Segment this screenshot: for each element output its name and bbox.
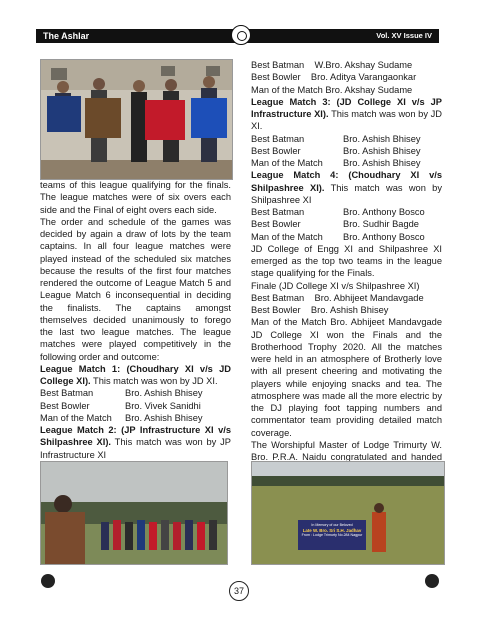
match4-award-row (251, 206, 442, 218)
match1-result (40, 363, 231, 388)
lodge-emblem-icon (231, 25, 251, 45)
award-value: Bro. Sudhir Bagde (343, 219, 419, 230)
award-label: Man of the Match (40, 412, 112, 423)
award-label: Man of the Match (251, 231, 323, 242)
match4-title: League Match 4: (Choudhary XI v/s Shilpashree XI). (251, 170, 442, 193)
banner-line: In Memory of our Beloved (311, 523, 353, 527)
final-best-batman: Best Batman Bro. Abhijeet Mandavgade (251, 292, 424, 303)
publication-title: The Ashlar (43, 31, 90, 41)
footer-emblem-left-icon (41, 574, 55, 588)
award-label: Best Bowler (251, 145, 301, 156)
memorial-banner-photo (251, 461, 445, 565)
page-number: 37 (229, 581, 249, 601)
memorial-banner (298, 520, 366, 550)
match3-title: League Match 3: (JD College XI v/s JP Infrastructure XI). (251, 96, 442, 119)
match2-title: League Match 2: (JP Infrastructure XI v/s Shilpashree XI). (40, 425, 231, 448)
crowd-illustration (41, 462, 227, 564)
match2-man-of-match: Man of the Match Bro. Akshay Sudame (251, 84, 413, 95)
paragraph-schedule: The order and schedule of the games was decided by again a draw of lots by the team captains. In all four league matches were played instead of the scheduled six matches because the results of the first four matches rendered the outcome of League Match 5 and League Match 6 inconsequential in deciding the finalists. The captains amongst themselves decided unanimously to forego the last two league matches. The league matches were played competitively in the following order and outcome: (40, 216, 231, 362)
award-value: Bro. Anthony Bosco (343, 231, 425, 242)
match4-text: This match was won by Shilpashree XI (251, 182, 442, 205)
right-text-column (251, 59, 442, 476)
match3-text: This match was won by JD XI. (251, 109, 442, 132)
group-jersey-illustration (41, 60, 232, 179)
award-label: Best Batman (251, 207, 305, 217)
group-jersey-photo (40, 59, 233, 180)
paragraph-closing: The Worshipful Master of Lodge Trimurty W. Bro. P.R.A. Naidu congratulated and handed (251, 439, 442, 462)
page-header (36, 29, 439, 43)
award-value: Bro. Ashish Bhisey (343, 133, 421, 144)
award-label: Best Bowler (251, 219, 301, 230)
match3-award-row (251, 145, 442, 157)
match3-award-row (251, 157, 442, 169)
match4-award-row (251, 231, 442, 243)
award-value: Bro. Ashish Bhisey (125, 388, 203, 399)
award-value: Bro. Anthony Bosco (343, 207, 425, 217)
footer-emblem-right-icon (425, 574, 439, 588)
match1-text: This match was won by JD XI. (90, 376, 218, 386)
match1-title: League Match 1: (Choudhary XI v/s JD College XI). (40, 363, 231, 386)
award-label: Best Batman (40, 388, 94, 399)
award-value: Bro. Vivek Sanidhi (125, 400, 201, 411)
match1-award-row (40, 387, 231, 399)
match2-result (40, 424, 231, 461)
award-value: Bro. Ashish Bhisey (343, 145, 421, 156)
award-value: Bro. Ashish Bhisey (125, 412, 203, 423)
award-label: Best Bowler (40, 400, 90, 411)
award-label: Man of the Match (251, 158, 323, 168)
final-best-bowler: Best Bowler Bro. Ashish Bhisey (251, 305, 389, 315)
match4-award-row (251, 218, 442, 230)
paragraph-final-result: Man of the Match Bro. Abhijeet Mandavgade JD College XI won the Finals and the Brotherhood Trophy 2020. All the matches were held in an atmosphere of Brotherly love with all present cheering and motivating the players while enjoying snacks and tea. The atmosphere was made all the more electric by the DJ playing foot tapping numbers and commentator team providing detailed match coverage. (251, 317, 442, 438)
match2-text: This match was won by JP Infrastructure XI (40, 437, 232, 460)
match2-best-batman: Best Batman W.Bro. Akshay Sudame (251, 60, 413, 70)
paragraph-league-format: teams of this league qualifying for the finals. The league matches were of six overs each side and the Final of eight overs each side. (40, 180, 231, 215)
match2-best-bowler: Best Bowler Bro. Aditya Varangaonkar (251, 72, 417, 83)
crowd-photo (40, 461, 228, 565)
finale-line: Finale (JD College XI v/s Shilpashree XI) (251, 280, 420, 291)
paragraph-finalists: JD College of Engg XI and Shilpashree XI emerged as the top two teams in the league stage qualifying for the Finals. (251, 243, 442, 279)
issue-label: Vol. XV Issue IV (376, 31, 432, 40)
left-text-column (40, 179, 231, 461)
match1-award-row (40, 400, 231, 412)
award-value: Bro. Ashish Bhisey (343, 158, 421, 168)
banner-line: From : Lodge Trimurty No.284 Nagpur (301, 533, 363, 537)
banner-line: Late W. Bro. Sri S.H. Jadhav (302, 528, 362, 533)
match4-result (251, 169, 442, 206)
match3-result (251, 96, 442, 133)
match3-award-row (251, 133, 442, 145)
award-label: Best Batman (251, 133, 305, 144)
match1-award-row (40, 412, 231, 424)
